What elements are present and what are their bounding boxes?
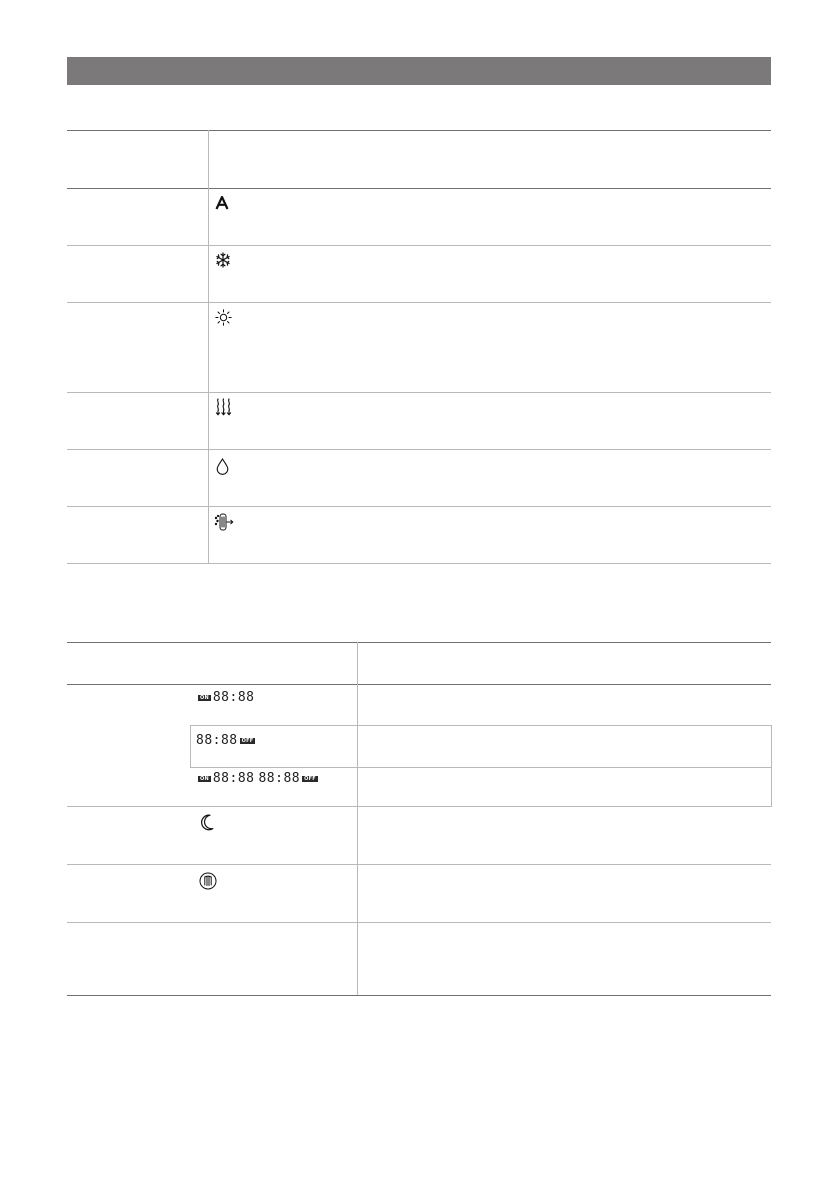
column-divider [357,642,358,995]
timer-digits: 88:88 [212,690,255,705]
section-header-bar [67,57,771,85]
timer-digits: 88:88 [212,771,255,786]
off-badge: OFF [241,738,254,744]
table-header-rule [67,684,771,685]
table-row-rule [67,449,771,450]
timer-off-display [194,733,255,749]
on-badge: ON [200,695,209,701]
table-row-rule [67,864,771,865]
table-row-rule [67,392,771,393]
off-badge: OFF [304,776,316,782]
snowflake-icon [213,251,233,269]
timer-on-display [198,690,256,706]
heat-arrows-icon [213,397,233,417]
table-row-rule [67,806,771,807]
timer-subrow-box [190,725,772,768]
timer-digits: 88:88 [196,733,238,748]
table-row-rule [67,245,771,246]
table-row-rule [67,302,771,303]
table-row-rule [67,506,771,507]
moon-icon [197,812,217,832]
water-drop-icon [213,456,231,476]
timer-digits: 88:88 [258,771,301,786]
table-top-rule [67,642,771,643]
table-row-rule [67,922,771,923]
fan-airflow-icon [213,512,235,532]
timer-on-off-display [198,771,318,787]
on-badge: ON [200,776,209,782]
table-bottom-rule [67,995,771,996]
timer-subrow-edge [771,725,772,807]
auto-a-icon [213,195,231,211]
table-top-rule [67,130,771,131]
column-divider [208,130,209,563]
table-bottom-rule [67,563,771,564]
table-header-rule [67,188,771,189]
sun-icon [213,308,233,326]
self-clean-icon [197,870,219,892]
